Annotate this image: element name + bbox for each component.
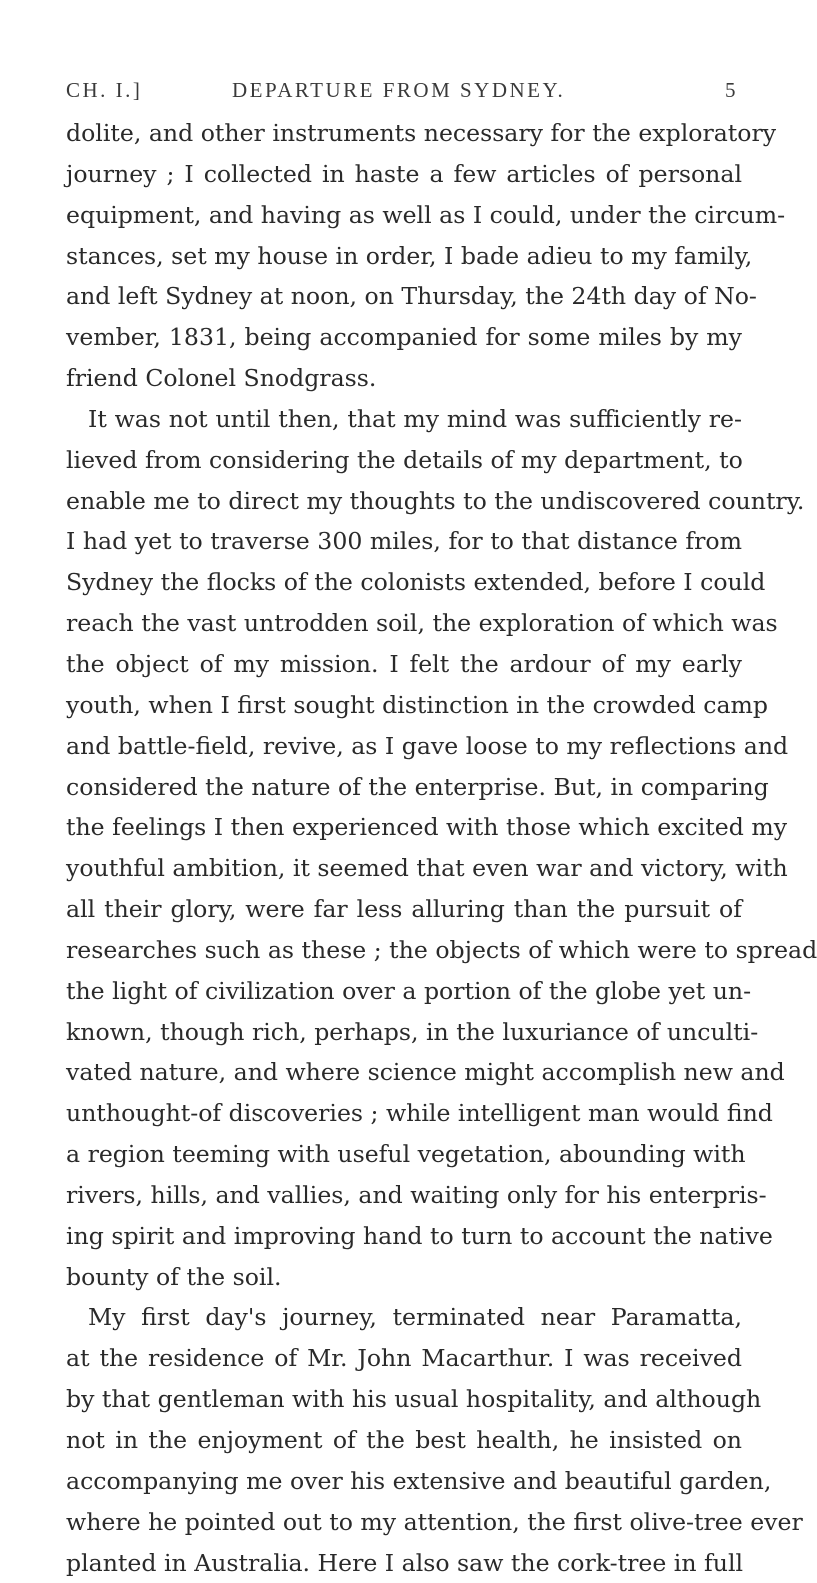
paragraph-first-line: My first day's journey, terminated near Paramatta, [88,1303,742,1332]
text-line: where he pointed out to my attention, the first olive-tree ever [66,1507,803,1536]
text-line: the light of civilization over a portion of the globe yet un- [66,976,752,1005]
text-line: dolite, and other instruments necessary for the exploratory [66,119,777,147]
text-line: researches such as these ; the objects of which were to spread [66,935,817,964]
running-title: DEPARTURE FROM SYDNEY. [232,78,566,102]
text-line: planted in Australia. Here I also saw the cork-tree in full [66,1548,744,1577]
text-line: vated nature, and where science might accomplish new and [66,1058,785,1087]
text-line: reach the vast untrodden soil, the exploration of which was [66,609,778,638]
text-line: by that gentleman with his usual hospitality, and although [66,1385,762,1414]
body-text [66,113,817,1583]
paragraph-first-line: It was not until then, that my mind was sufficiently re- [88,404,742,433]
text-line: friend Colonel Snodgrass. [66,364,377,393]
text-line: equipment, and having as well as I could, under the circum- [66,200,786,229]
text-line: at the residence of Mr. John Macarthur. I was received [66,1344,742,1373]
text-line: vember, 1831, being accompanied for some miles by my [66,323,742,352]
text-line: enable me to direct my thoughts to the undiscovered country. [66,486,805,515]
text-line: all their glory, were far less alluring than the pursuit of [66,895,742,924]
text-line: rivers, hills, and vallies, and waiting only for his enterpris- [66,1180,767,1209]
text-line: unthought-of discoveries ; while intelligent man would find [66,1099,773,1128]
text-line: known, though rich, perhaps, in the luxuriance of unculti- [66,1017,759,1046]
text-line: accompanying me over his extensive and beautiful garden, [66,1466,772,1495]
text-line: stances, set my house in order, I bade adieu to my family, [66,241,753,270]
text-line: youth, when I first sought distinction in the crowded camp [66,690,768,719]
text-line: journey ; I collected in haste a few articles of personal [66,159,742,188]
running-head [66,78,738,108]
text-line: bounty of the soil. [66,1262,282,1291]
text-line: and left Sydney at noon, on Thursday, the 24th day of No- [66,282,757,311]
text-line: ing spirit and improving hand to turn to account the native [66,1221,773,1250]
text-line: considered the nature of the enterprise. But, in comparing [66,772,769,801]
text-line: a region teeming with useful vegetation, abounding with [66,1140,746,1169]
text-line: youthful ambition, it seemed that even war and victory, with [66,854,788,883]
text-line: not in the enjoyment of the best health, he insisted on [66,1426,742,1454]
text-line: lieved from considering the details of my department, to [66,445,743,474]
text-line: Sydney the flocks of the colonists extended, before I could [66,568,766,597]
page-number: 5 [725,78,738,102]
text-line: the feelings I then experienced with those which excited my [66,813,788,842]
text-line: I had yet to traverse 300 miles, for to that distance from [66,527,742,556]
chapter-marker: CH. I.] [66,78,143,102]
text-line: and battle-field, revive, as I gave loose to my reflections and [66,731,789,760]
text-line: the object of my mission. I felt the ardour of my early [66,649,742,678]
